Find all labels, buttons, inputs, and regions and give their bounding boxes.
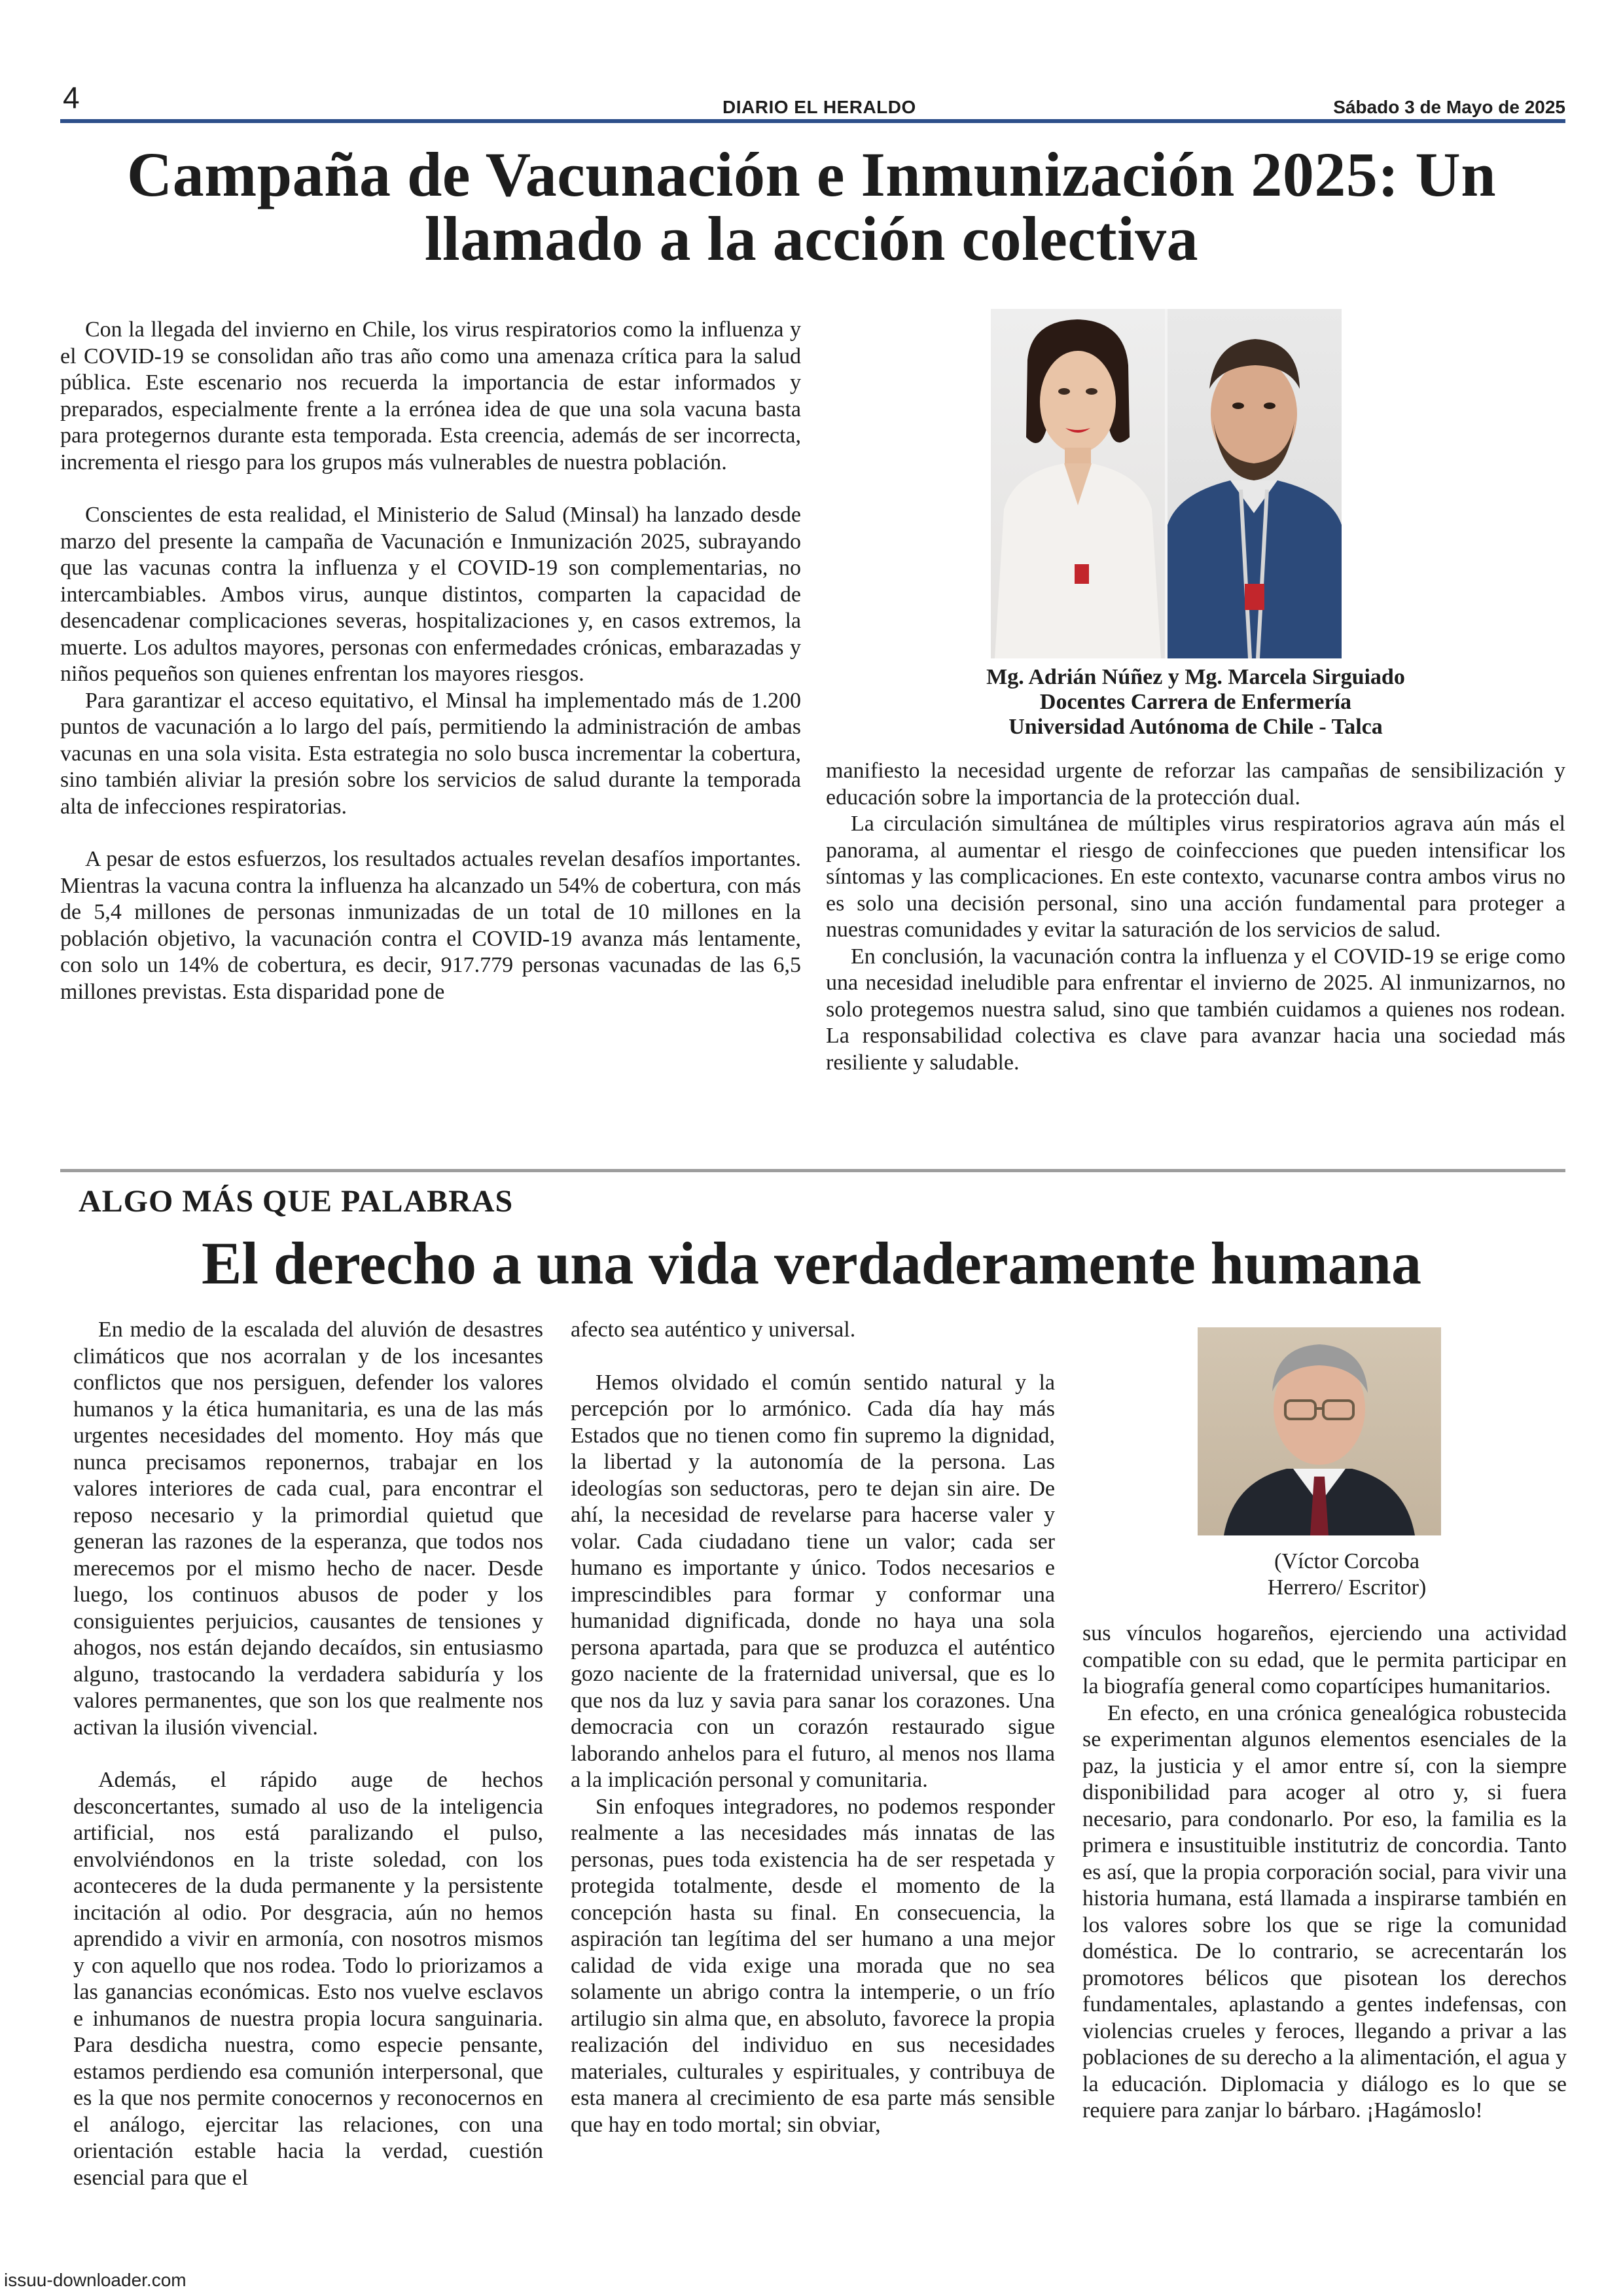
caption-line-names: Mg. Adrián Núñez y Mg. Marcela Sirguiado bbox=[986, 665, 1405, 689]
article2-paragraph: En efecto, en una crónica genealógica robustecida se experimentan algunos elementos esenciales de la paz, la justicia y el amor entre sí, con la siempre disponibilidad para acoger al otro y, si fuera necesario, para condonarlo. Por eso, la familia es la primera e insustituible institutriz de concordia. Tanto es así, que la propia corporación social, para vivir una historia humana, está llamada a inspirarse también en los valores sobre los que se rige la comunidad doméstica. De lo contrario, se acrecentarán los promotores bélicos que pisotean los derechos fundamentales, aplastando a gentes indefensas, con violencias crueles y feroces, llegando a privar a las poblaciones de su derecho a la alimentación, el agua y la educación. Diplomacia y diálogo es lo que se requiere para zanjar lo bárbaro. ¡Hagámoslo! bbox=[1082, 1700, 1567, 2123]
article1-column-left bbox=[60, 317, 801, 1005]
article1-paragraph: A pesar de estos esfuerzos, los resultados actuales revelan desafíos importantes. Mientras la vacuna contra la influenza ha alcanzado un 54% de cobertura, con más de 5,4 millones de personas inmunizadas de un total de 10 millones en la población objetivo, la vacunación contra el COVID-19 avanza más lentamente, con solo un 14% de cobertura, es decir, 917.779 personas vacunadas de las 6,5 millones previstas. Esta disparidad pone de bbox=[60, 847, 801, 1004]
author-name: (Víctor Corcoba bbox=[1274, 1549, 1419, 1573]
article1-paragraph: Con la llegada del invierno en Chile, los virus respiratorios como la influenza y el COVID-19 se consolidan año tras año como una amenaza crítica para la salud pública. Este escenario nos recuerda la importancia de estar informados y preparados, especialmente frente a la errónea idea de que una sola vacuna basta para protegernos durante esta temporada. Esta creencia, además de ser incorrecta, incrementa el riesgo para los grupos más vulnerables de nuestra población. bbox=[60, 317, 801, 475]
caption-line-role: Docentes Carrera de Enfermería bbox=[1039, 690, 1352, 714]
article2-column-3 bbox=[1082, 1621, 1567, 2125]
article2-paragraph: sus vínculos hogareños, ejerciendo una actividad compatible con su edad, que le permita participar en la biografía general como copartícipes humanitarios. bbox=[1082, 1621, 1567, 1698]
article1-paragraph: La circulación simultánea de múltiples virus respiratorios agrava aún más el panorama, al aumentar el riesgo de coinfecciones que pueden intensificar los síntomas y las complicaciones. En este contexto, vacunarse contra ambos virus no es solo una decisión personal, sino una acción fundamental para proteger a nuestras comunidades y evitar la saturación de los servicios de salud. bbox=[826, 812, 1565, 942]
article2-paragraph: En medio de la escalada del aluvión de desastres climáticos que nos acorralan y de los incesantes conflictos que nos persiguen, defender los valores humanos y la ética humanitaria, es una de las más urgentes necesidades del momento. Hoy más que nunca precisamos reponernos, trabajar en los valores interiores de cada cual, para encontrar el reposo necesario y la primordial quietud que generan las razones de la esperanza, que todos nos merecemos por el mismo hecho de nacer. Desde luego, los continuos abusos de poder y los consiguientes perjuicios, causantes de tensiones y ahogos, nos están dejando decaídos, sin entusiasmo alguno, trastocando la verdadera sabiduría y los valores permanentes, que son los que realmente nos activan la ilusión vivencial. bbox=[73, 1318, 543, 1740]
authors-photo bbox=[991, 309, 1342, 658]
article2-column-2 bbox=[571, 1317, 1055, 2138]
caption-line-university: Universidad Autónoma de Chile - Talca bbox=[1008, 715, 1383, 739]
article2-paragraph: Sin enfoques integradores, no podemos responder realmente a las necesidades más innatas de las personas, pues toda existencia ha de ser respetada y protegida totalmente, desde el momento de la concepción hasta su final. En consecuencia, la aspiración tan legítima del ser humano a una mejor calidad de vida exige una morada que no sea solamente un abrigo contra la intemperie, o un frío artilugio sin alma que, en absoluto, favorece la propia realización del individuo en sus necesidades materiales, culturales y espirituales, y contribuya de esta manera al crecimiento de esa parte más sensible que hay en todo mortal; sin obviar, bbox=[571, 1794, 1055, 2137]
column-kicker: ALGO MÁS QUE PALABRAS bbox=[79, 1184, 514, 1219]
article1-paragraph: Conscientes de esta realidad, el Ministerio de Salud (Minsal) ha lanzado desde marzo del presente la campaña de Vacunación e Inmunización 2025, subrayando que las vacunas contra la influenza y el COVID-19 son complementarias, no intercambiables. Ambos virus, aunque distintos, comparten la capacidad de desencadenar complicaciones severas, hospitalizaciones y, en casos extremos, la muerte. Los adultos mayores, personas con enfermedades crónicas, embarazadas y niños pequeños son quienes enfrentan los mayores riesgos. bbox=[60, 503, 801, 686]
section-divider bbox=[60, 1169, 1565, 1172]
article2-paragraph: Hemos olvidado el común sentido natural y la percepción por lo armónico. Cada día hay más Estados que no tienen como fin supremo la dignidad, la libertad y la autonomía de la persona. Las ideologías son seductoras, pero te dejan sin aire. De ahí, la necesidad de revelarse para hacerse valer y volar. Cada ciudadano tiene un valor; cada ser humano es importante y único. Todos necesarios e imprescindibles para formar y conformar una humanidad dignificada, donde no haya una sola persona apartada, para que se produzca el auténtico gozo naciente de la fraternidad universal, que es lo que nos da luz y savia para sanar los corazones. Una democracia con un corazón restaurado sigue laborando anhelos para el futuro, al menos nos llama a la implicación personal y comunitaria. bbox=[571, 1370, 1055, 1792]
man-portrait-photo bbox=[1168, 309, 1342, 658]
header-rule bbox=[60, 119, 1565, 123]
watermark: issuu-downloader.com bbox=[4, 2270, 187, 2290]
article2-paragraph: Además, el rápido auge de hechos desconcertantes, sumado al uso de la inteligencia artificial, nos está paralizando el pulso, envolviéndonos en la triste soledad, con los aconteceres de la duda permanente y la persistente incitación al odio. Por desgracia, aún no hemos aprendido a vivir en armonía, con nosotros mismos y con aquello que nos rodea. Todo lo priorizamos a las ganancias económicas. Esto nos vuelve esclavos e inhumanos de nuestra propia locura sanguinaria. Para desdicha nuestra, como especie pensante, estamos perdiendo esa comunión interpersonal, que es la que nos permite conocernos y reconocernos en el análogo, ejercitar las relaciones, con una orientación estable hacia la verdad, cuestión esencial para que el bbox=[73, 1768, 543, 2190]
author-caption bbox=[1198, 1549, 1496, 1601]
publication-date: Sábado 3 de Mayo de 2025 bbox=[1333, 97, 1565, 117]
article1-paragraph: manifiesto la necesidad urgente de reforzar las campañas de sensibilización y educación sobre la importancia de la protección dual. bbox=[826, 759, 1565, 810]
article1-paragraph: Para garantizar el acceso equitativo, el Minsal ha implementado más de 1.200 puntos de vacunación a lo largo del país, permitiendo la administración de ambas vacunas en una sola visita. Esta estrategia no solo busca incrementar la cobertura, sino también aliviar la presión sobre los servicios de salud durante la temporada alta de infecciones respiratorias. bbox=[60, 688, 801, 819]
article2-column-1 bbox=[73, 1317, 543, 2191]
article1-paragraph: En conclusión, la vacunación contra la influenza y el COVID-19 se erige como una necesidad ineludible para enfrentar el invierno de 2025. Al inmunizarnos, no solo protegemos nuestra salud, sino que también cuidamos a quienes nos rodean. La responsabilidad colectiva es clave para avanzar hacia una sociedad más resiliente y saludable. bbox=[826, 944, 1565, 1075]
author-role: Herrero/ Escritor) bbox=[1267, 1575, 1427, 1600]
article2-paragraph: afecto sea auténtico y universal. bbox=[571, 1318, 856, 1342]
page-number: 4 bbox=[63, 81, 80, 115]
author-portrait-photo bbox=[1198, 1327, 1441, 1535]
article1-column-right bbox=[826, 758, 1565, 1076]
woman-portrait-photo bbox=[991, 309, 1165, 658]
article2-headline: El derecho a una vida verdaderamente humana bbox=[202, 1230, 1421, 1297]
authors-photo-caption bbox=[826, 665, 1565, 740]
article1-headline: Campaña de Vacunación e Inmunización 2025: Un llamado a la acción colectiva bbox=[126, 139, 1497, 274]
newspaper-name: DIARIO EL HERALDO bbox=[722, 97, 916, 117]
